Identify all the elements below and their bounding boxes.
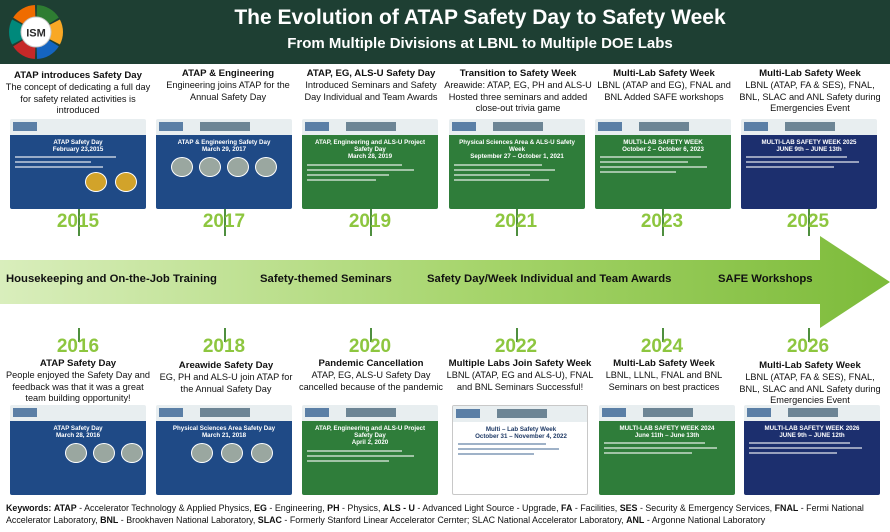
year-label-2020: 2020 [348, 336, 392, 357]
keyword-definition: Formerly Stanford Linear Accelerator Cernter; SLAC National Accelerator Laboratory [289, 514, 622, 525]
keywords-list [6, 503, 864, 525]
year-label-2025: 2025 [786, 211, 830, 232]
year-label-2024: 2024 [640, 336, 684, 357]
slide-date: March 21, 2018 [201, 432, 247, 440]
milestone-heading: ATAP, EG, ALS-U Safety Day [306, 68, 436, 79]
band-label-housekeeping: Housekeeping and On-the-Job Training [6, 273, 217, 285]
year-label-2021: 2021 [494, 211, 538, 232]
slide-thumbnail-2019 [302, 119, 438, 209]
keyword-term: SLAC [257, 514, 282, 525]
slide-title: Physical Sciences Area Safety Day [172, 425, 276, 432]
keyword-definition: Security & Emergency Services [645, 503, 770, 513]
slide-date: March 29, 2017 [201, 146, 247, 154]
slide-date: September 27 – October 1, 2021 [470, 153, 564, 161]
page-subtitle: From Multiple Divisions at LBNL to Multiple DOE Labs [287, 35, 673, 52]
milestone-heading: Multi-Lab Safety Week [759, 360, 861, 371]
milestone-heading: ATAP introduces Safety Day [14, 70, 142, 81]
milestone-heading: ATAP & Engineering [181, 68, 275, 79]
slide-date: JUNE 9th – JUNE 12th [779, 432, 845, 440]
keyword-term: PH [327, 503, 340, 513]
slide-thumbnail-2022 [452, 405, 588, 495]
milestone-2023 [590, 68, 738, 103]
keyword-term: EG [254, 503, 267, 513]
milestone-description: LBNL (ATAP and EG), FNAL and BNL Added SAFE workshops [597, 80, 731, 102]
slide-date: October 31 – November 4, 2022 [475, 433, 567, 441]
year-label-2026: 2026 [786, 336, 830, 357]
milestone-description: Introduced Seminars and Safety Day Individual and Team Awards [304, 80, 438, 102]
slide-title: MULTI-LAB SAFETY WEEK [623, 139, 703, 146]
keyword-definition: Accelerator Technology & Applied Physics [84, 503, 250, 513]
ism-logo-text: ISM [26, 27, 46, 40]
keyword-definition: Brookhaven National Laboratory [126, 514, 253, 525]
ism-logo-icon [6, 2, 66, 62]
keyword-entry: FNAL - Fermi National Accelerator Laboratory, [6, 503, 864, 525]
milestone-description: ATAP, EG, ALS-U Safety Day cancelled because of the pandemic [298, 370, 444, 392]
slide-title: MULTI-LAB SAFETY WEEK 2025 [761, 139, 857, 146]
keyword-term: ATAP [53, 503, 77, 513]
keyword-definition: Facilities [580, 503, 615, 513]
keyword-definition: Argonne National Laboratory [651, 514, 766, 525]
slide-title: Physical Sciences Area & ALS-U Safety Week [459, 139, 575, 154]
year-label-2018: 2018 [202, 336, 246, 357]
milestone-2022 [446, 358, 594, 393]
keyword-term: FNAL [774, 503, 799, 513]
year-label-2015: 2015 [56, 211, 100, 232]
year-label-2019: 2019 [348, 211, 392, 232]
header-banner [0, 0, 890, 64]
keyword-definition: Engineering [274, 503, 323, 513]
keyword-entry: ANL - Argonne National Laboratory [626, 514, 766, 525]
keyword-term: ALS - U [382, 503, 415, 513]
milestone-description: EG, PH and ALS-U join ATAP for the Annual Safety Day [159, 372, 293, 394]
year-label-2022: 2022 [494, 336, 538, 357]
milestone-description: Engineering joins ATAP for the Annual Safety Day [166, 80, 290, 102]
keyword-entry: SLAC - Formerly Stanford Linear Accelerator Cernter; SLAC National Accelerator Laboratory, [257, 514, 624, 525]
milestone-description: LBNL (ATAP, EG and ALS-U), FNAL and BNL Seminars Successful! [446, 370, 594, 392]
slide-thumbnail-2020 [302, 405, 438, 495]
milestone-heading: Multi-Lab Safety Week [613, 358, 715, 369]
keyword-entry: PH - Physics, [327, 503, 381, 513]
slide-date: March 28, 2019 [347, 153, 393, 161]
keyword-entry: SES - Security & Emergency Services, [619, 503, 773, 513]
keyword-entry: ATAP - Accelerator Technology & Applied Physics, [53, 503, 252, 513]
slide-title: ATAP Safety Day [53, 139, 103, 146]
slide-thumbnail-2018 [156, 405, 292, 495]
keyword-term: ANL [626, 514, 645, 525]
keyword-definition: Physics [347, 503, 378, 513]
milestone-2021 [444, 68, 592, 115]
milestone-2019 [297, 68, 445, 103]
milestone-description: Areawide: ATAP, EG, PH and ALS-U Hosted three seminars and added close-out trivia game [444, 80, 592, 114]
keyword-entry: FA - Facilities, [561, 503, 618, 513]
slide-date: October 2 – October 6, 2023 [622, 146, 704, 154]
slide-date: JUNE 9th – JUNE 13th [776, 146, 842, 154]
milestone-2026 [736, 360, 884, 407]
keywords-legend [6, 503, 886, 526]
band-label-seminars: Safety-themed Seminars [260, 273, 392, 285]
milestone-2015 [4, 70, 152, 117]
slide-title: ATAP, Engineering and ALS-U Project Safety Day [314, 425, 426, 440]
milestone-description: LBNL, LLNL, FNAL and BNL Seminars on best practices [605, 370, 723, 392]
band-label-safe-workshops: SAFE Workshops [718, 273, 813, 285]
slide-title: Multi – Lab Safety Week [485, 426, 557, 433]
milestone-description: LBNL (ATAP, FA & SES), FNAL, BNL, SLAC and ANL Safety during Emergencies Event [739, 80, 881, 114]
slide-thumbnail-2015 [10, 119, 146, 209]
milestone-2017 [154, 68, 302, 103]
milestone-description: People enjoyed the Safety Day and feedback was that it was a great team building opportunity! [5, 370, 151, 404]
keyword-definition: Advanced Light Source - Upgrade [422, 503, 557, 513]
slide-thumbnail-2026 [744, 405, 880, 495]
milestone-heading: Transition to Safety Week [459, 68, 577, 79]
keyword-term: BNL [100, 514, 119, 525]
slide-date: March 28, 2016 [55, 432, 101, 440]
milestone-description: LBNL (ATAP, FA & SES), FNAL, BNL, SLAC and ANL Safety during Emergencies Event [739, 372, 881, 406]
slide-thumbnail-2024 [599, 405, 735, 495]
slide-thumbnail-2025 [741, 119, 877, 209]
milestone-2020 [297, 358, 445, 393]
slide-date: June 11th – June 13th [634, 432, 700, 440]
keyword-term: FA [561, 503, 573, 513]
milestone-heading: Multi-Lab Safety Week [613, 68, 715, 79]
milestone-heading: ATAP Safety Day [39, 358, 117, 369]
milestone-description: The concept of dedicating a full day for safety related activities is introduced [5, 82, 151, 116]
milestone-heading: Multi-Lab Safety Week [759, 68, 861, 79]
slide-thumbnail-2023 [595, 119, 731, 209]
keyword-entry: BNL - Brookhaven National Laboratory, [100, 514, 256, 525]
keyword-entry: ALS - U - Advanced Light Source - Upgrade, [382, 503, 559, 513]
slide-thumbnail-2021 [449, 119, 585, 209]
keyword-entry: EG - Engineering, [254, 503, 325, 513]
year-label-2016: 2016 [56, 336, 100, 357]
keyword-definition: Fermi National Accelerator Laboratory [6, 503, 864, 525]
milestone-2024 [590, 358, 738, 393]
milestone-heading: Areawide Safety Day [178, 360, 274, 371]
slide-thumbnail-2016 [10, 405, 146, 495]
keyword-term: SES [619, 503, 638, 513]
milestone-2016 [4, 358, 152, 405]
milestone-heading: Pandemic Cancellation [318, 358, 424, 369]
milestone-2018 [152, 360, 300, 395]
slide-title: MULTI-LAB SAFETY WEEK 2026 [764, 425, 860, 432]
slide-title: ATAP, Engineering and ALS-U Project Safety Day [314, 139, 426, 154]
year-label-2017: 2017 [202, 211, 246, 232]
slide-thumbnail-2017 [156, 119, 292, 209]
year-label-2023: 2023 [640, 211, 684, 232]
slide-date: April 2, 2020 [351, 439, 389, 447]
milestone-heading: Multiple Labs Join Safety Week [448, 358, 592, 369]
slide-title: MULTI-LAB SAFETY WEEK 2024 [619, 425, 715, 432]
keywords-label: Keywords: [6, 503, 52, 513]
page-title: The Evolution of ATAP Safety Day to Safety Week [234, 6, 726, 29]
slide-title: ATAP & Engineering Safety Day [177, 139, 271, 146]
slide-date: February 23,2015 [52, 146, 104, 154]
band-label-awards: Safety Day/Week Individual and Team Awards [427, 273, 672, 285]
slide-title: ATAP Safety Day [53, 425, 103, 432]
milestone-2025 [736, 68, 884, 115]
